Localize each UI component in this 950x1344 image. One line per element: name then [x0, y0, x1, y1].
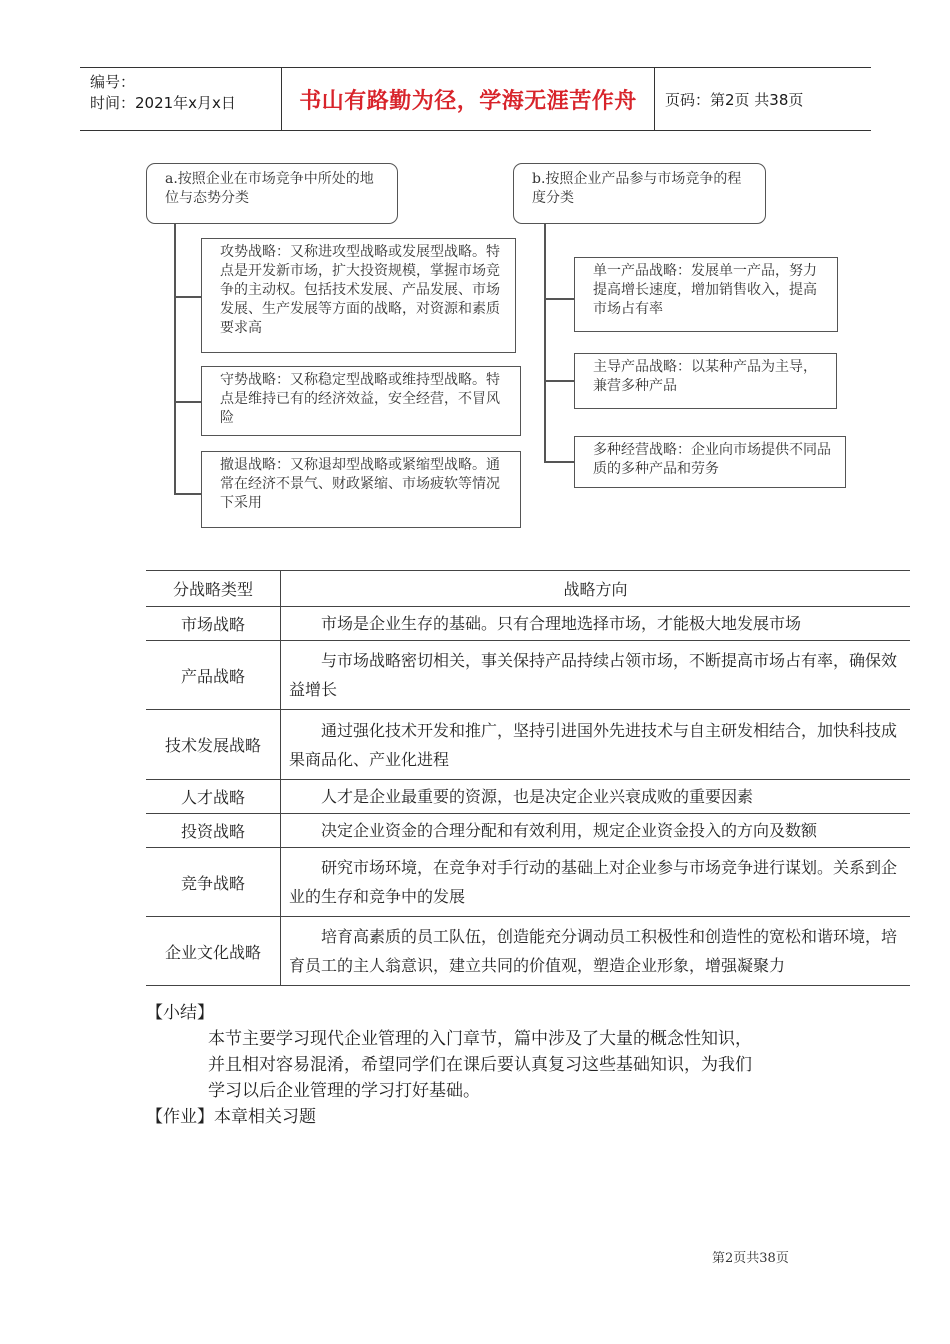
time-label: 时间：2021年x月x日 [90, 94, 236, 112]
strategy-table [146, 570, 910, 986]
page-label: 页码：第2页 共38页 [665, 90, 804, 109]
cell-direction: 决定企业资金的合理分配和有效利用，规定企业资金投入的方向及数额 [281, 814, 911, 848]
col-header-direction: 战略方向 [281, 571, 911, 607]
table-row [146, 780, 910, 814]
group-b-item-leading: 主导产品战略：以某种产品为主导，兼营多种产品 [574, 353, 837, 409]
summary-section [146, 1000, 846, 1130]
cell-direction: 研究市场环境，在竞争对手行动的基础上对企业参与市场竞争进行谋划。关系到企业的生存和竞争中的发展 [281, 848, 911, 917]
homework-line: 【作业】本章相关习题 [146, 1107, 316, 1127]
table-header-row [146, 571, 910, 607]
cell-type: 产品战略 [146, 641, 281, 710]
cell-direction: 通过强化技术开发和推广，坚持引进国外先进技术与自主研发相结合，加快科技成果商品化、产业化进程 [281, 710, 911, 780]
cell-direction: 培育高素质的员工队伍，创造能充分调动员工积极性和创造性的宽松和谐环境，培育员工的主人翁意识，建立共同的价值观，塑造企业形象，增强凝聚力 [281, 917, 911, 986]
page-footer: 第2页共38页 [712, 1251, 789, 1266]
cell-type: 市场战略 [146, 607, 281, 641]
summary-line: 并且相对容易混淆，希望同学们在课后要认真复习这些基础知识，为我们 [208, 1055, 752, 1075]
group-b-item-single: 单一产品战略：发展单一产品，努力提高增长速度，增加销售收入，提高市场占有率 [574, 257, 838, 332]
summary-line: 本节主要学习现代企业管理的入门章节，篇中涉及了大量的概念性知识， [208, 1029, 752, 1049]
cell-type: 技术发展战略 [146, 710, 281, 780]
strategy-diagram [0, 0, 950, 540]
table-row [146, 607, 910, 641]
table-row [146, 641, 910, 710]
group-a-title: a.按照企业在市场竞争中所处的地位与态势分类 [146, 163, 398, 224]
summary-heading: 【小结】 [146, 1003, 214, 1023]
number-label: 编号： [90, 73, 136, 91]
table-row [146, 710, 910, 780]
cell-type: 投资战略 [146, 814, 281, 848]
cell-type: 人才战略 [146, 780, 281, 814]
cell-direction: 市场是企业生存的基础。只有合理地选择市场，才能极大地发展市场 [281, 607, 911, 641]
col-header-type: 分战略类型 [146, 571, 281, 607]
cell-type: 企业文化战略 [146, 917, 281, 986]
group-b-title: b.按照企业产品参与市场竞争的程度分类 [513, 163, 766, 224]
summary-line: 学习以后企业管理的学习打好基础。 [208, 1081, 480, 1101]
cell-direction: 与市场战略密切相关，事关保持产品持续占领市场，不断提高市场占有率，确保效益增长 [281, 641, 911, 710]
group-a-item-offensive: 攻势战略：又称进攻型战略或发展型战略。特点是开发新市场，扩大投资规模，掌握市场竞争的主动权。包括技术发展、产品发展、市场发展、生产发展等方面的战略，对资源和素质要求高 [201, 238, 516, 353]
table-row [146, 814, 910, 848]
group-a-item-defensive: 守势战略：又称稳定型战略或维持型战略。特点是维持已有的经济效益，安全经营，不冒风险 [201, 366, 521, 436]
group-b-item-diversified: 多种经营战略：企业向市场提供不同品质的多种产品和劳务 [574, 436, 846, 488]
cell-type: 竞争战略 [146, 848, 281, 917]
table-row [146, 917, 910, 986]
table-row [146, 848, 910, 917]
motto-text: 书山有路勤为径，学海无涯苦作舟 [299, 88, 637, 114]
cell-direction: 人才是企业最重要的资源，也是决定企业兴衰成败的重要因素 [281, 780, 911, 814]
group-a-item-retreat: 撤退战略：又称退却型战略或紧缩型战略。通常在经济不景气、财政紧缩、市场疲软等情况下采用 [201, 451, 521, 528]
